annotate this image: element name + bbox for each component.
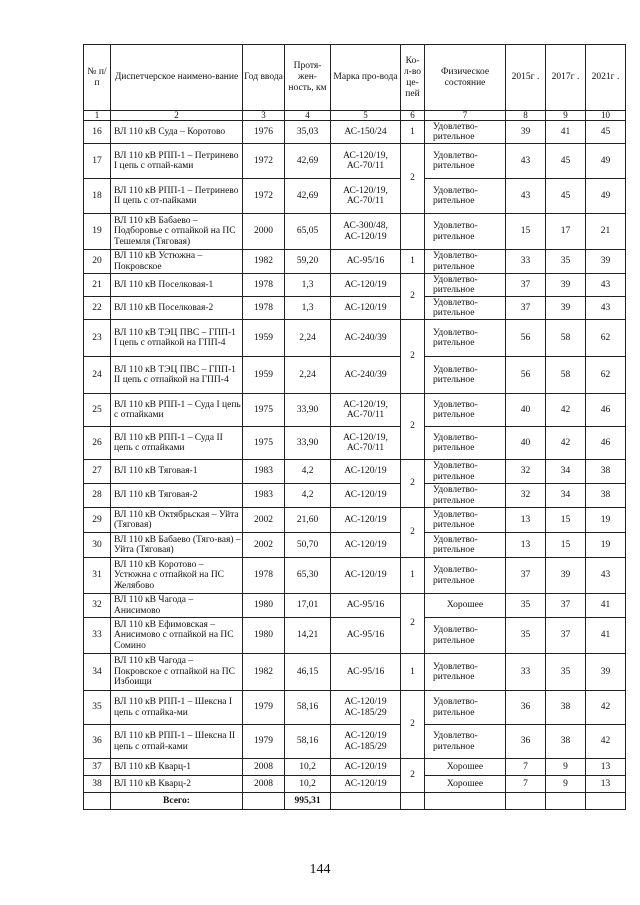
wire-grade: АС-120/19 xyxy=(331,484,401,508)
commission-year: 1959 xyxy=(243,357,285,394)
value-2017: 37 xyxy=(546,594,586,618)
total-empty-cell xyxy=(586,793,626,810)
column-number: 5 xyxy=(331,111,401,121)
line-name: ВЛ 110 кВ Чагода – Анисимово xyxy=(111,594,243,618)
value-2017: 15 xyxy=(546,508,586,533)
value-2015: 15 xyxy=(506,214,546,250)
table-row xyxy=(84,427,626,460)
commission-year: 1972 xyxy=(243,179,285,214)
value-2021: 43 xyxy=(586,558,626,594)
table-row xyxy=(84,460,626,484)
column-number: 6 xyxy=(401,111,425,121)
line-length: 42,69 xyxy=(285,179,331,214)
line-length: 42,69 xyxy=(285,144,331,179)
table-row xyxy=(84,250,626,274)
wire-grade: АС-120/19, АС-70/11 xyxy=(331,179,401,214)
value-2015: 56 xyxy=(506,320,546,357)
value-2021: 46 xyxy=(586,427,626,460)
circuit-count: 2 xyxy=(401,508,425,558)
circuit-count: 2 xyxy=(401,594,425,654)
value-2021: 42 xyxy=(586,725,626,759)
table-row xyxy=(84,776,626,793)
value-2017: 34 xyxy=(546,484,586,508)
physical-state: Удовлетво-рительное xyxy=(425,691,506,725)
row-index: 24 xyxy=(84,357,111,394)
line-name: ВЛ 110 кВ Чагода – Покровское с отпайкой на ПС Избоищи xyxy=(111,654,243,691)
value-2015: 43 xyxy=(506,179,546,214)
power-lines-table xyxy=(83,44,626,810)
value-2015: 40 xyxy=(506,394,546,427)
value-2017: 37 xyxy=(546,618,586,654)
value-2021: 38 xyxy=(586,460,626,484)
table-row xyxy=(84,297,626,320)
value-2015: 36 xyxy=(506,691,546,725)
value-2021: 13 xyxy=(586,759,626,776)
value-2015: 32 xyxy=(506,484,546,508)
column-number: 8 xyxy=(506,111,546,121)
value-2021: 41 xyxy=(586,618,626,654)
line-name: ВЛ 110 кВ Бабаево (Тяго-вая) – Уйта (Тяговая) xyxy=(111,533,243,558)
line-length: 4,2 xyxy=(285,460,331,484)
commission-year: 2000 xyxy=(243,214,285,250)
physical-state: Хорошее xyxy=(425,759,506,776)
total-empty-cell xyxy=(506,793,546,810)
wire-grade: АС-240/39 xyxy=(331,320,401,357)
value-2021: 19 xyxy=(586,533,626,558)
commission-year: 1972 xyxy=(243,144,285,179)
value-2017: 34 xyxy=(546,460,586,484)
physical-state: Удовлетво-рительное xyxy=(425,320,506,357)
value-2017: 58 xyxy=(546,320,586,357)
value-2017: 39 xyxy=(546,297,586,320)
header-length: Протя-жен-ность, км xyxy=(285,45,331,111)
circuit-count: 2 xyxy=(401,320,425,394)
commission-year: 1982 xyxy=(243,250,285,274)
row-index: 29 xyxy=(84,508,111,533)
wire-grade: АС-120/19 xyxy=(331,558,401,594)
value-2017: 9 xyxy=(546,759,586,776)
column-number-row xyxy=(84,111,626,121)
table-row xyxy=(84,484,626,508)
wire-grade: АС-95/16 xyxy=(331,594,401,618)
line-length: 33,90 xyxy=(285,427,331,460)
value-2015: 7 xyxy=(506,776,546,793)
value-2021: 42 xyxy=(586,691,626,725)
table-row xyxy=(84,274,626,297)
header-2015: 2015г . xyxy=(506,45,546,111)
commission-year: 1975 xyxy=(243,427,285,460)
value-2021: 43 xyxy=(586,297,626,320)
line-length: 10,2 xyxy=(285,776,331,793)
commission-year: 2008 xyxy=(243,759,285,776)
circuit-count: 2 xyxy=(401,691,425,759)
total-length: 995,31 xyxy=(285,793,331,810)
header-name: Диспетчерское наимено-вание xyxy=(111,45,243,111)
value-2021: 43 xyxy=(586,274,626,297)
physical-state: Удовлетво-рительное xyxy=(425,508,506,533)
circuit-count-empty xyxy=(401,214,425,250)
physical-state: Удовлетво-рительное xyxy=(425,274,506,297)
value-2021: 46 xyxy=(586,394,626,427)
row-index: 38 xyxy=(84,776,111,793)
circuit-count: 1 xyxy=(401,654,425,691)
total-empty-cell xyxy=(243,793,285,810)
value-2015: 13 xyxy=(506,508,546,533)
circuit-count: 2 xyxy=(401,394,425,460)
circuit-count: 2 xyxy=(401,144,425,214)
table-row xyxy=(84,394,626,427)
value-2015: 40 xyxy=(506,427,546,460)
row-index: 28 xyxy=(84,484,111,508)
value-2017: 17 xyxy=(546,214,586,250)
commission-year: 1980 xyxy=(243,594,285,618)
table-row xyxy=(84,214,626,250)
line-name: ВЛ 110 кВ РПП-1 – Суда I цепь с отпайками xyxy=(111,394,243,427)
line-name: ВЛ 110 кВ Поселковая-1 xyxy=(111,274,243,297)
row-index: 30 xyxy=(84,533,111,558)
value-2017: 45 xyxy=(546,144,586,179)
commission-year: 2002 xyxy=(243,533,285,558)
value-2017: 39 xyxy=(546,558,586,594)
value-2015: 37 xyxy=(506,297,546,320)
physical-state: Удовлетво-рительное xyxy=(425,725,506,759)
commission-year: 1979 xyxy=(243,725,285,759)
total-empty-cell xyxy=(425,793,506,810)
line-name: ВЛ 110 кВ Октябрьская – Уйта (Тяговая) xyxy=(111,508,243,533)
circuit-count: 2 xyxy=(401,759,425,793)
wire-grade: АС-120/19 xyxy=(331,759,401,776)
value-2017: 58 xyxy=(546,357,586,394)
commission-year: 2002 xyxy=(243,508,285,533)
value-2017: 35 xyxy=(546,654,586,691)
commission-year: 1979 xyxy=(243,691,285,725)
row-index: 36 xyxy=(84,725,111,759)
commission-year: 1959 xyxy=(243,320,285,357)
header-row xyxy=(84,45,626,111)
physical-state: Удовлетво-рительное xyxy=(425,357,506,394)
line-length: 2,24 xyxy=(285,320,331,357)
commission-year: 1978 xyxy=(243,274,285,297)
value-2017: 45 xyxy=(546,179,586,214)
line-length: 59,20 xyxy=(285,250,331,274)
wire-grade: АС-120/19 xyxy=(331,460,401,484)
value-2015: 56 xyxy=(506,357,546,394)
header-2017: 2017г . xyxy=(546,45,586,111)
table-row xyxy=(84,725,626,759)
row-index: 19 xyxy=(84,214,111,250)
column-number: 1 xyxy=(84,111,111,121)
circuit-count: 2 xyxy=(401,460,425,508)
physical-state: Удовлетво-рительное xyxy=(425,250,506,274)
line-length: 2,24 xyxy=(285,357,331,394)
table-row xyxy=(84,121,626,144)
row-index: 33 xyxy=(84,618,111,654)
physical-state: Удовлетво-рительное xyxy=(425,484,506,508)
value-2015: 35 xyxy=(506,594,546,618)
value-2017: 41 xyxy=(546,121,586,144)
physical-state: Удовлетво-рительное xyxy=(425,214,506,250)
table-row xyxy=(84,654,626,691)
line-name: ВЛ 110 кВ ТЭЦ ПВС – ГПП-1 I цепь с отпайкой на ГПП-4 xyxy=(111,320,243,357)
wire-grade: АС-120/19, АС-70/11 xyxy=(331,394,401,427)
value-2017: 39 xyxy=(546,274,586,297)
table-row xyxy=(84,144,626,179)
table-row xyxy=(84,357,626,394)
total-empty-cell xyxy=(401,793,425,810)
line-length: 58,16 xyxy=(285,725,331,759)
line-name: ВЛ 110 кВ РПП-1 – Петринево II цепь с от-пайками xyxy=(111,179,243,214)
value-2017: 9 xyxy=(546,776,586,793)
wire-grade: АС-95/16 xyxy=(331,250,401,274)
commission-year: 1975 xyxy=(243,394,285,427)
line-length: 21,60 xyxy=(285,508,331,533)
line-length: 1,3 xyxy=(285,274,331,297)
physical-state: Удовлетво-рительное xyxy=(425,533,506,558)
row-index: 23 xyxy=(84,320,111,357)
value-2015: 32 xyxy=(506,460,546,484)
line-length: 46,15 xyxy=(285,654,331,691)
table-row xyxy=(84,691,626,725)
wire-grade: АС-95/16 xyxy=(331,654,401,691)
row-index: 26 xyxy=(84,427,111,460)
table-row xyxy=(84,533,626,558)
table-row xyxy=(84,558,626,594)
total-label: Всего: xyxy=(111,793,243,810)
line-name: ВЛ 110 кВ ТЭЦ ПВС – ГПП-1 II цепь с отпайкой на ГПП-4 xyxy=(111,357,243,394)
value-2015: 33 xyxy=(506,654,546,691)
column-number: 3 xyxy=(243,111,285,121)
circuit-count: 2 xyxy=(401,274,425,320)
circuit-count: 1 xyxy=(401,250,425,274)
line-length: 65,30 xyxy=(285,558,331,594)
line-length: 4,2 xyxy=(285,484,331,508)
table-row xyxy=(84,618,626,654)
line-name: ВЛ 110 кВ Поселковая-2 xyxy=(111,297,243,320)
line-name: ВЛ 110 кВ Кварц-1 xyxy=(111,759,243,776)
page-number: 144 xyxy=(309,862,331,877)
wire-grade: АС-120/19 xyxy=(331,533,401,558)
wire-grade: АС-95/16 xyxy=(331,618,401,654)
value-2017: 15 xyxy=(546,533,586,558)
physical-state: Удовлетво-рительное xyxy=(425,297,506,320)
line-name: ВЛ 110 кВ Тяговая-1 xyxy=(111,460,243,484)
value-2017: 38 xyxy=(546,691,586,725)
circuit-count: 1 xyxy=(401,558,425,594)
line-name: ВЛ 110 кВ Кварц-2 xyxy=(111,776,243,793)
commission-year: 1982 xyxy=(243,654,285,691)
line-length: 65,05 xyxy=(285,214,331,250)
row-index: 31 xyxy=(84,558,111,594)
physical-state: Удовлетво-рительное xyxy=(425,558,506,594)
commission-year: 1980 xyxy=(243,618,285,654)
physical-state: Удовлетво-рительное xyxy=(425,654,506,691)
table-row xyxy=(84,759,626,776)
row-index: 37 xyxy=(84,759,111,776)
line-length: 58,16 xyxy=(285,691,331,725)
value-2017: 42 xyxy=(546,394,586,427)
row-index: 18 xyxy=(84,179,111,214)
commission-year: 1978 xyxy=(243,297,285,320)
value-2021: 41 xyxy=(586,594,626,618)
column-number: 9 xyxy=(546,111,586,121)
table-row xyxy=(84,508,626,533)
value-2021: 13 xyxy=(586,776,626,793)
header-wire: Марка про-вода xyxy=(331,45,401,111)
line-length: 35,03 xyxy=(285,121,331,144)
wire-grade: АС-240/39 xyxy=(331,357,401,394)
column-number: 7 xyxy=(425,111,506,121)
line-length: 50,70 xyxy=(285,533,331,558)
line-name: ВЛ 110 кВ Коротово – Устюжна с отпайкой на ПС Желябово xyxy=(111,558,243,594)
wire-grade: АС-120/19 xyxy=(331,297,401,320)
physical-state: Удовлетво-рительное xyxy=(425,144,506,179)
row-index: 17 xyxy=(84,144,111,179)
commission-year: 1983 xyxy=(243,484,285,508)
value-2015: 33 xyxy=(506,250,546,274)
line-name: ВЛ 110 кВ РПП-1 – Шексна II цепь с отпай-ками xyxy=(111,725,243,759)
wire-grade: АС-300/48, АС-120/19 xyxy=(331,214,401,250)
line-name: ВЛ 110 кВ Бабаево – Подборовье с отпайкой на ПС Тешемля (Тяговая) xyxy=(111,214,243,250)
value-2021: 62 xyxy=(586,357,626,394)
wire-grade: АС-120/19 xyxy=(331,274,401,297)
commission-year: 1976 xyxy=(243,121,285,144)
table-row xyxy=(84,179,626,214)
row-index: 21 xyxy=(84,274,111,297)
wire-grade: АС-120/19 xyxy=(331,776,401,793)
header-state: Физическое состояние xyxy=(425,45,506,111)
header-year: Год ввода xyxy=(243,45,285,111)
value-2021: 45 xyxy=(586,121,626,144)
value-2017: 38 xyxy=(546,725,586,759)
value-2021: 21 xyxy=(586,214,626,250)
line-name: ВЛ 110 кВ РПП-1 – Шексна I цепь с отпайка-ми xyxy=(111,691,243,725)
physical-state: Удовлетво-рительное xyxy=(425,121,506,144)
column-number: 2 xyxy=(111,111,243,121)
value-2021: 39 xyxy=(586,654,626,691)
total-row xyxy=(84,793,626,810)
column-number: 10 xyxy=(586,111,626,121)
value-2015: 37 xyxy=(506,558,546,594)
total-empty-cell xyxy=(84,793,111,810)
physical-state: Удовлетво-рительное xyxy=(425,618,506,654)
physical-state: Удовлетво-рительное xyxy=(425,427,506,460)
row-index: 16 xyxy=(84,121,111,144)
line-length: 10,2 xyxy=(285,759,331,776)
commission-year: 2008 xyxy=(243,776,285,793)
header-2021: 2021г . xyxy=(586,45,626,111)
line-name: ВЛ 110 кВ РПП-1 – Петринево I цепь с отпай-ками xyxy=(111,144,243,179)
wire-grade: АС-120/19 xyxy=(331,508,401,533)
value-2015: 36 xyxy=(506,725,546,759)
wire-grade: АС-120/19, АС-70/11 xyxy=(331,144,401,179)
value-2015: 7 xyxy=(506,759,546,776)
line-name: ВЛ 110 кВ Устюжна – Покровское xyxy=(111,250,243,274)
row-index: 32 xyxy=(84,594,111,618)
row-index: 22 xyxy=(84,297,111,320)
row-index: 34 xyxy=(84,654,111,691)
row-index: 27 xyxy=(84,460,111,484)
value-2021: 39 xyxy=(586,250,626,274)
value-2015: 43 xyxy=(506,144,546,179)
table-row xyxy=(84,594,626,618)
physical-state: Удовлетво-рительное xyxy=(425,460,506,484)
column-number: 4 xyxy=(285,111,331,121)
physical-state: Удовлетво-рительное xyxy=(425,179,506,214)
circuit-count: 1 xyxy=(401,121,425,144)
wire-grade: АС-120/19 АС-185/29 xyxy=(331,691,401,725)
wire-grade: АС-120/19, АС-70/11 xyxy=(331,427,401,460)
row-index: 25 xyxy=(84,394,111,427)
value-2021: 49 xyxy=(586,144,626,179)
line-length: 1,3 xyxy=(285,297,331,320)
table-row xyxy=(84,320,626,357)
value-2021: 62 xyxy=(586,320,626,357)
value-2015: 39 xyxy=(506,121,546,144)
value-2021: 19 xyxy=(586,508,626,533)
value-2015: 35 xyxy=(506,618,546,654)
physical-state: Хорошее xyxy=(425,594,506,618)
row-index: 20 xyxy=(84,250,111,274)
total-empty-cell xyxy=(331,793,401,810)
commission-year: 1978 xyxy=(243,558,285,594)
header-index: № п/п xyxy=(84,45,111,111)
value-2017: 35 xyxy=(546,250,586,274)
line-name: ВЛ 110 кВ Суда – Коротово xyxy=(111,121,243,144)
value-2021: 49 xyxy=(586,179,626,214)
line-name: ВЛ 110 кВ Тяговая-2 xyxy=(111,484,243,508)
value-2015: 37 xyxy=(506,274,546,297)
wire-grade: АС-120/19 АС-185/29 xyxy=(331,725,401,759)
line-name: ВЛ 110 кВ Ефимовская – Анисимово с отпайкой на ПС Сомино xyxy=(111,618,243,654)
row-index: 35 xyxy=(84,691,111,725)
physical-state: Хорошее xyxy=(425,776,506,793)
physical-state: Удовлетво-рительное xyxy=(425,394,506,427)
line-length: 33,90 xyxy=(285,394,331,427)
line-length: 14,21 xyxy=(285,618,331,654)
commission-year: 1983 xyxy=(243,460,285,484)
line-name: ВЛ 110 кВ РПП-1 – Суда II цепь с отпайками xyxy=(111,427,243,460)
total-empty-cell xyxy=(546,793,586,810)
value-2017: 42 xyxy=(546,427,586,460)
wire-grade: АС-150/24 xyxy=(331,121,401,144)
value-2021: 38 xyxy=(586,484,626,508)
header-circuits: Ко-л-во це-пей xyxy=(401,45,425,111)
line-length: 17,01 xyxy=(285,594,331,618)
value-2015: 13 xyxy=(506,533,546,558)
